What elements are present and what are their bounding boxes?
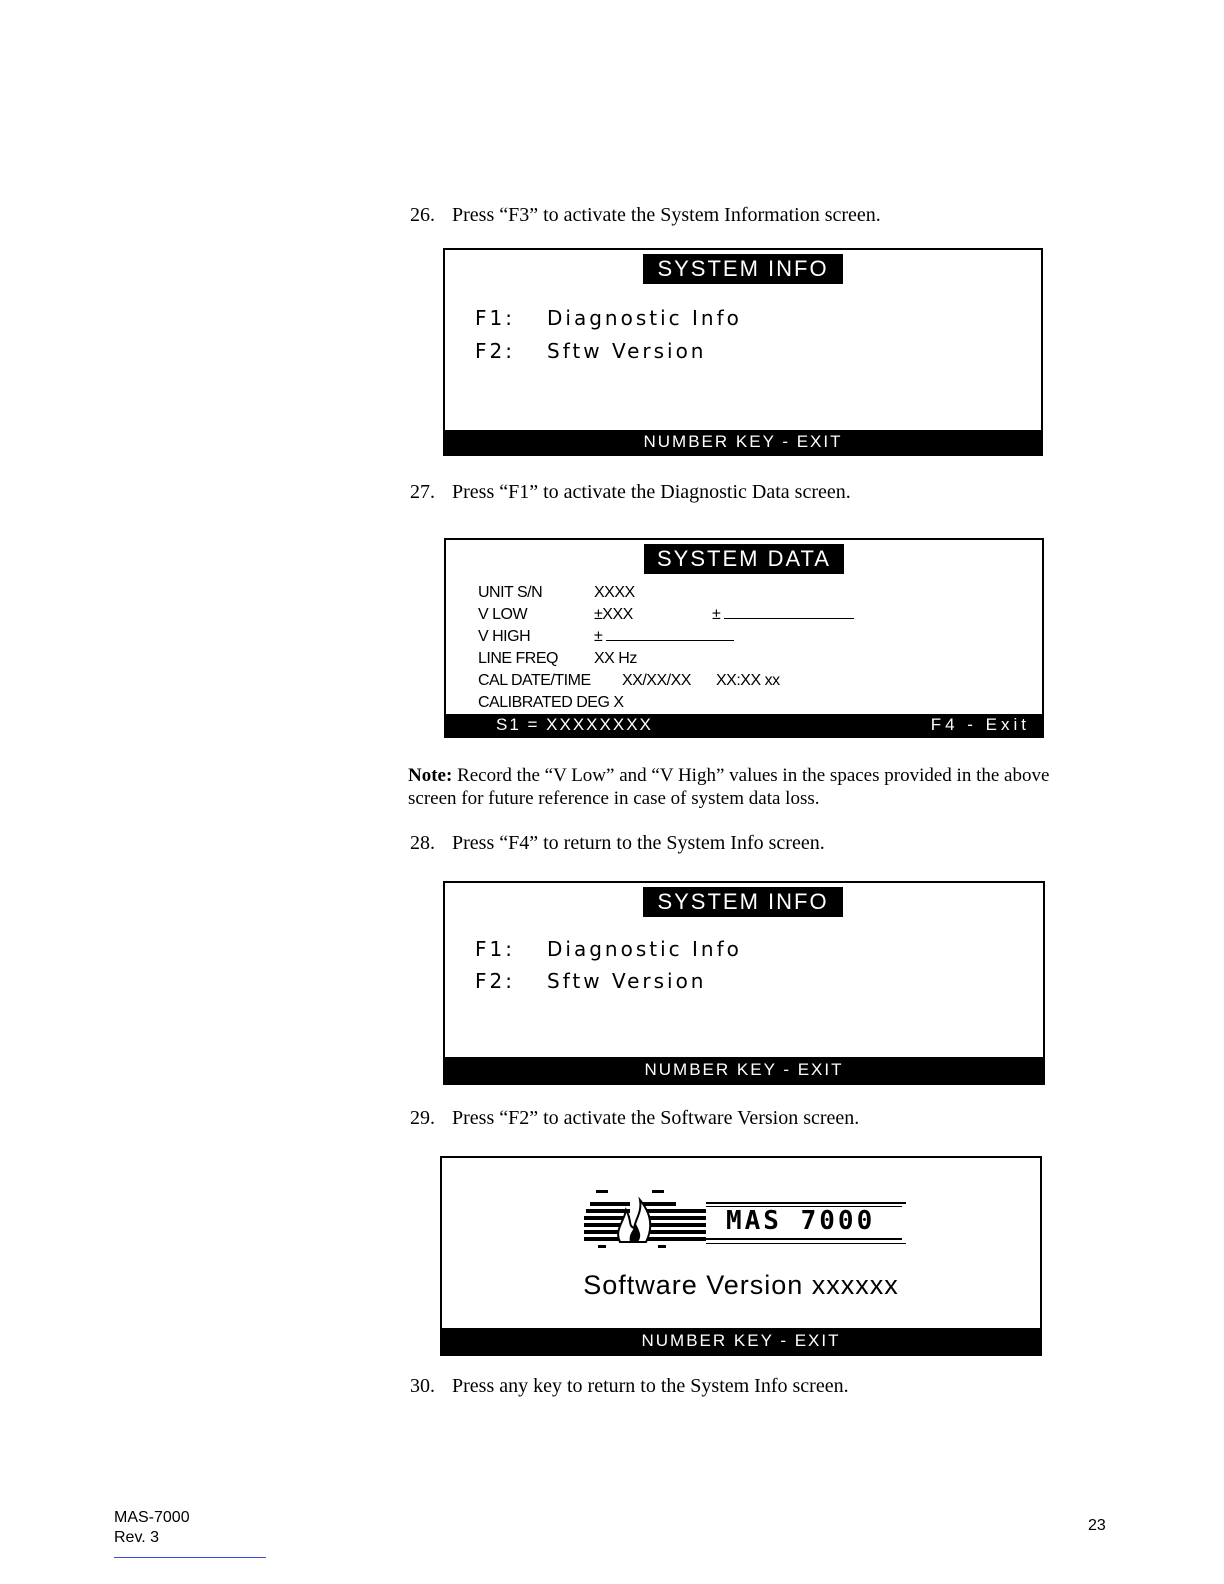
menu-label: Sftw Version — [547, 969, 707, 993]
step-number: 28. — [410, 832, 435, 854]
plus-minus-sign: ± — [594, 628, 603, 645]
data-label: V HIGH — [478, 628, 531, 645]
data-row-v-high — [478, 626, 624, 648]
product-name: MAS 7000 — [726, 1206, 876, 1236]
step-number: 27. — [410, 481, 435, 503]
system-data-screen — [444, 538, 1044, 738]
screen-title: SYSTEM INFO — [643, 254, 843, 284]
screen-footer — [446, 714, 1042, 736]
software-version-text: Software Version xxxxxx — [583, 1270, 899, 1300]
menu-item-diagnostic-info[interactable] — [475, 937, 742, 961]
screen-footer: NUMBER KEY - EXIT — [445, 430, 1041, 454]
data-value-time: XX:XX xx — [716, 672, 780, 689]
screen-footer: NUMBER KEY - EXIT — [442, 1328, 1040, 1354]
mas-logo — [580, 1182, 910, 1252]
menu-label: Diagnostic Info — [547, 937, 742, 961]
system-data-table — [478, 582, 780, 714]
step-text: Press “F1” to activate the Diagnostic Data screen. — [452, 481, 851, 503]
data-label: LINE FREQ — [478, 650, 558, 667]
menu-label: Diagnostic Info — [547, 306, 742, 330]
step-text: Press “F4” to return to the System Info screen. — [452, 832, 825, 854]
data-label: UNIT S/N — [478, 584, 543, 601]
data-row-line-freq — [478, 648, 637, 670]
system-info-screen — [443, 248, 1043, 456]
screen-footer: NUMBER KEY - EXIT — [445, 1057, 1043, 1083]
data-label: CAL DATE/TIME — [478, 672, 591, 689]
menu-key: F2: — [475, 969, 515, 993]
step-number: 29. — [410, 1107, 435, 1129]
step-number: 30. — [410, 1375, 435, 1397]
note-paragraph — [408, 764, 1088, 810]
data-row-calibrated — [478, 692, 624, 714]
screen-title: SYSTEM INFO — [643, 887, 843, 917]
footer-doc-id: MAS-7000 — [114, 1509, 190, 1526]
write-in-blank — [724, 606, 854, 619]
v-low-record-field[interactable] — [712, 604, 854, 626]
menu-item-sftw-version[interactable] — [475, 339, 707, 363]
menu-key: F1: — [475, 306, 515, 330]
step-number: 26. — [410, 204, 435, 226]
data-value: XX Hz — [594, 650, 637, 667]
screen-title: SYSTEM DATA — [644, 544, 844, 574]
menu-key: F2: — [475, 339, 515, 363]
footer-s1-value: S1 = XXXXXXXX — [496, 715, 653, 734]
software-version-screen — [440, 1156, 1042, 1356]
footer-rule — [114, 1557, 266, 1558]
note-label: Note: — [408, 765, 453, 786]
step-27 — [410, 480, 851, 504]
plus-minus-sign: ± — [712, 606, 721, 623]
v-high-record-field[interactable] — [594, 626, 734, 648]
note-text: Record the “V Low” and “V High” values in the spaces provided in the above screen for future reference in case of system data loss. — [408, 765, 1050, 809]
step-26 — [410, 203, 881, 227]
footer-exit-hint[interactable]: F4 - Exit — [930, 715, 1030, 734]
step-30 — [410, 1374, 849, 1398]
data-row-cal-date — [478, 670, 780, 692]
data-row-v-low — [478, 604, 721, 626]
footer-revision: Rev. 3 — [114, 1529, 160, 1546]
page-number: 23 — [1088, 1517, 1106, 1534]
data-label: CALIBRATED DEG X — [478, 694, 624, 711]
write-in-blank — [606, 628, 734, 641]
step-text: Press “F3” to activate the System Information screen. — [452, 204, 881, 226]
step-28 — [410, 831, 825, 855]
data-value: XXXX — [594, 584, 635, 601]
menu-item-sftw-version[interactable] — [475, 969, 707, 993]
data-value: ±XXX — [594, 606, 633, 623]
menu-label: Sftw Version — [547, 339, 707, 363]
data-label: V LOW — [478, 606, 528, 623]
data-value: XX/XX/XX — [622, 672, 691, 689]
step-text: Press any key to return to the System Info screen. — [452, 1375, 849, 1397]
menu-key: F1: — [475, 937, 515, 961]
data-row-unit-sn — [478, 582, 635, 604]
system-info-screen-return — [443, 881, 1045, 1085]
step-text: Press “F2” to activate the Software Version screen. — [452, 1107, 860, 1129]
menu-item-diagnostic-info[interactable] — [475, 306, 742, 330]
step-29 — [410, 1106, 859, 1130]
